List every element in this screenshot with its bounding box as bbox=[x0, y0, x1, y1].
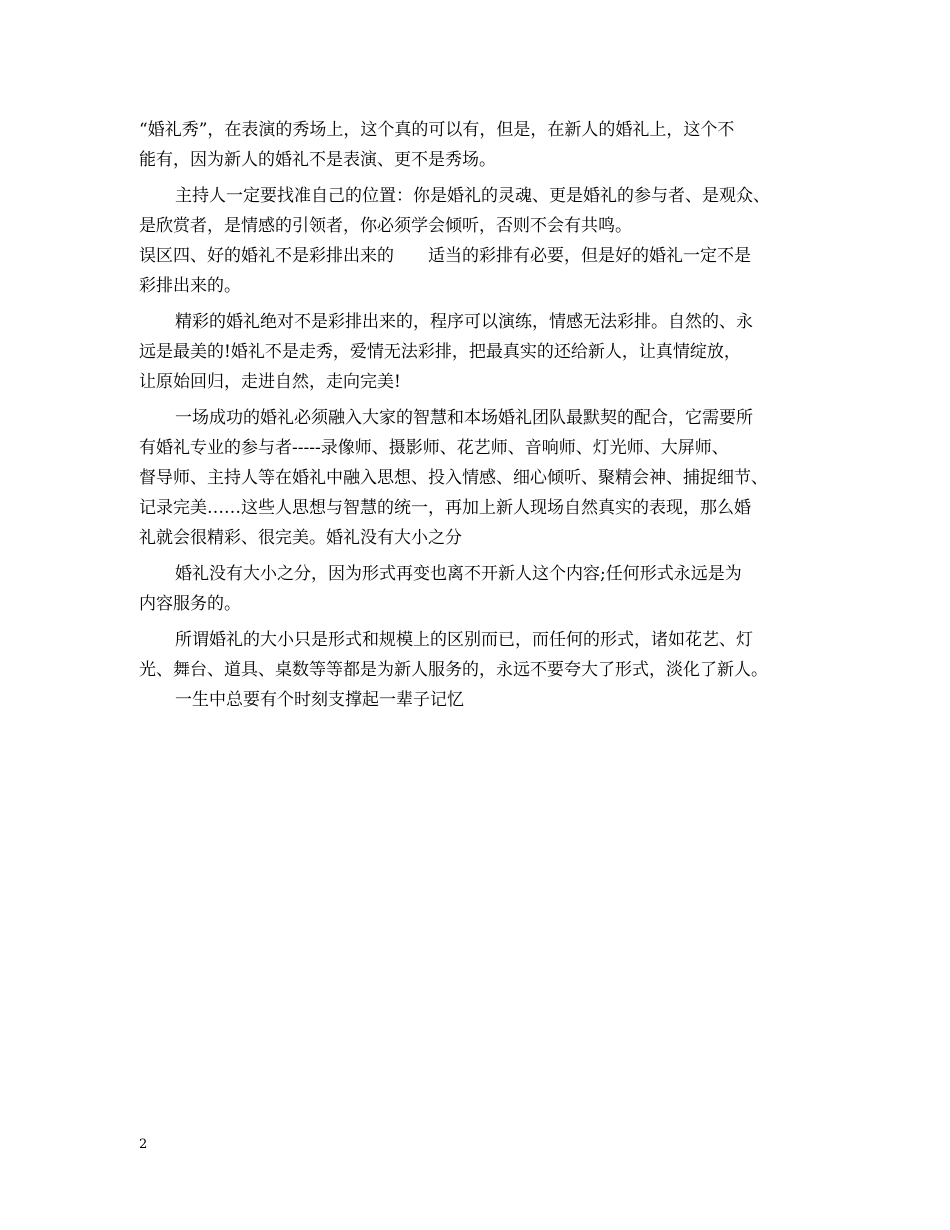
text-line: 是欣赏者，是情感的引领者，你必须学会倾听，否则不会有共鸣。 bbox=[139, 216, 632, 236]
text-line: 误区四、好的婚礼不是彩排出来的 适当的彩排有必要，但是好的婚礼一定不是 bbox=[139, 246, 751, 266]
document-body bbox=[139, 115, 819, 715]
page-number: 2 bbox=[139, 1137, 148, 1152]
text-line: 精彩的婚礼绝对不是彩排出来的，程序可以演练，情感无法彩排。自然的、永 bbox=[175, 312, 753, 332]
text-line: 内容服务的。 bbox=[139, 594, 241, 614]
text-line: “婚礼秀”，在表演的秀场上，这个真的可以有，但是，在新人的婚礼上，这个不 bbox=[139, 120, 735, 140]
text-line: 远是最美的!婚礼不是走秀，爱情无法彩排，把最真实的还给新人，让真情绽放， bbox=[139, 342, 741, 362]
text-line: 一生中总要有个时刻支撑起一辈子记忆 bbox=[175, 690, 464, 710]
text-line: 督导师、主持人等在婚礼中融入思想、投入情感、细心倾听、聚精会神、捕捉细节、 bbox=[139, 468, 768, 488]
text-line: 一场成功的婚礼必须融入大家的智慧和本场婚礼团队最默契的配合，它需要所 bbox=[175, 408, 753, 428]
text-line: 礼就会很精彩、很完美。婚礼没有大小之分 bbox=[139, 528, 462, 548]
text-line: 能有，因为新人的婚礼不是表演、更不是秀场。 bbox=[139, 150, 496, 170]
text-line: 光、舞台、道具、桌数等等都是为新人服务的，永远不要夸大了形式，淡化了新人。 bbox=[139, 660, 768, 680]
text-line: 记录完美……这些人思想与智慧的统一，再加上新人现场自然真实的表现，那么婚 bbox=[139, 498, 751, 518]
text-line: 让原始回归，走进自然，走向完美! bbox=[139, 372, 401, 392]
text-line: 婚礼没有大小之分，因为形式再变也离不开新人这个内容;任何形式永远是为 bbox=[175, 564, 742, 584]
text-line: 主持人一定要找准自己的位置：你是婚礼的灵魂、更是婚礼的参与者、是观众、 bbox=[175, 186, 770, 206]
text-line: 有婚礼专业的参与者-----录像师、摄影师、花艺师、音响师、灯光师、大屏师、 bbox=[139, 438, 729, 458]
text-line: 彩排出来的。 bbox=[139, 276, 241, 296]
text-line: 所谓婚礼的大小只是形式和规模上的区别而已，而任何的形式，诸如花艺、灯 bbox=[175, 630, 753, 650]
